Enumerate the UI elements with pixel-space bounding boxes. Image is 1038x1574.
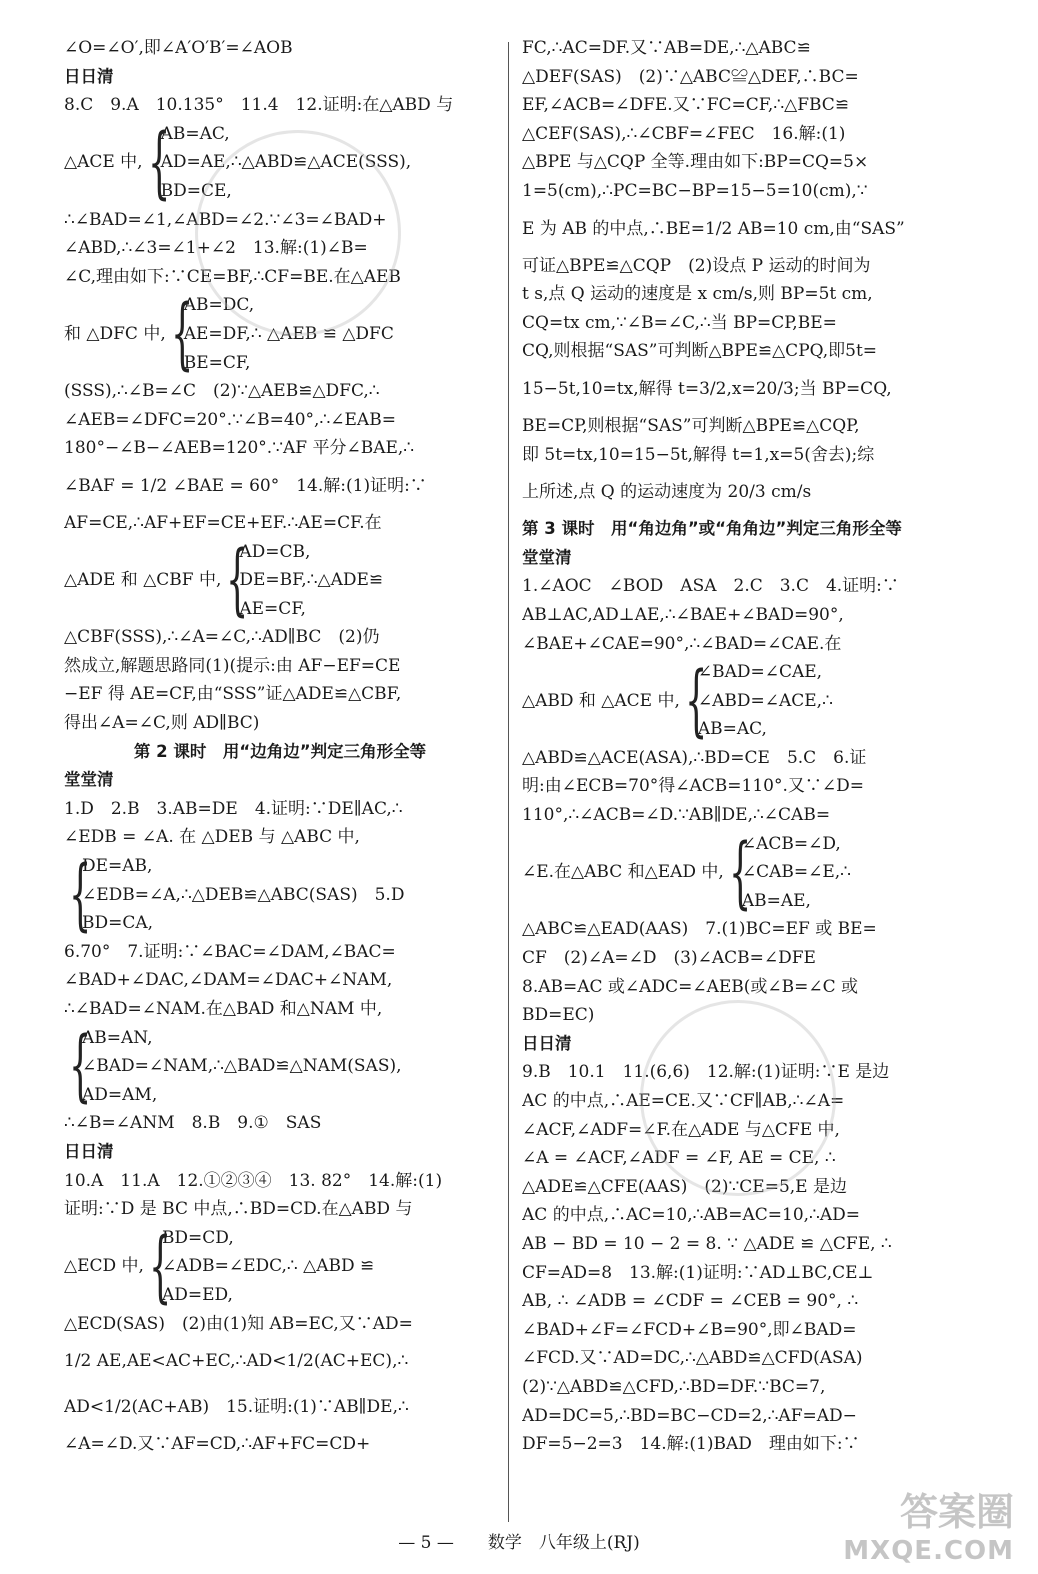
section-heading: 第 3 课时 用“角边角”或“角角边”判定三角形全等 [522,519,902,539]
system-line: ∠BAD=∠CAE, [697,662,823,683]
text-line: ∠BAD+∠F=∠FCD+∠B=90°,即∠BAD= [522,1319,857,1340]
text-line: AB⊥AC,AD⊥AE,∴∠BAE+∠BAD=90°, [522,604,844,625]
text-line: 8.AB=AC 或∠ADC=∠AEB(或∠B=∠C 或 [522,976,859,997]
system-line: AB=AC, [160,123,230,144]
section-heading: 日日清 [64,66,114,86]
brace-icon: { [68,1021,92,1112]
text-line: BD=EC) [522,1005,595,1026]
text-line: AC 的中点,∴AC=10,∴AB=AC=10,∴AD= [522,1205,861,1226]
text-line: AF=CE,∴AF+EF=CE+EF.∴AE=CF.在 [64,512,382,533]
section-heading: 第 2 课时 用“边角边”判定三角形全等 [133,741,427,761]
text-line: EF,∠ACB=∠DFE.又∵FC=CF,∴△FBC≌ [522,95,850,116]
text-line: ∠BAD+∠DAC,∠DAM=∠DAC+∠NAM, [64,970,393,991]
text-line: 得出∠A=∠C,则 AD∥BC) [64,713,260,734]
system-line: BD=CD, [161,1227,234,1248]
text-line: (SSS),∴∠B=∠C (2)∵△AEB≌△DFC,∴ [64,381,380,402]
equation-system [522,827,962,918]
text-line: ∠A = ∠ACF,∠ADF = ∠F, AE = CE, ∴ [522,1148,836,1169]
system-line: AD=AM, [82,1084,158,1105]
brace-icon: { [147,117,170,208]
system-line: AB=DC, [183,295,255,316]
system-prefix: △ACE 中, [64,152,143,173]
text-line: 8.C 9.A 10.135° 11.4 12.证明:在△ABD 与 [64,95,454,116]
text-line: △CEF(SAS),∴∠CBF=∠FEC 16.解:(1) [522,123,846,144]
system-line: AE=CF, [239,598,306,619]
text-line: 1=5(cm),∴PC=BC−BP=15−5=10(cm),∵ [522,180,868,201]
text-line: △ABC≌△EAD(AAS) 7.(1)BC=EF 或 BE= [522,919,877,940]
text-line: CQ=tx cm,∵∠B=∠C,∴当 BP=CP,BE= [522,312,837,333]
text-line: FC,∴AC=DF.又∵AB=DE,∴△ABC≌ [522,38,811,58]
section-heading: 堂堂清 [64,770,114,790]
brace-icon: { [68,849,92,940]
system-line: DE=BF,∴△ADE≌ [239,570,384,591]
text-line: AB − BD = 10 − 2 = 8. ∵ △ADE ≌ △CFE, ∴ [522,1233,892,1254]
text-line: △ECD(SAS) (2)由(1)知 AB=EC,又∵AD= [64,1313,413,1334]
system-line: ∠CAB=∠E,∴ [741,862,851,883]
text-line: ∠A=∠D.又∵AF=CD,∴AF+FC=CD+ [64,1434,371,1455]
system-line: DE=AB, [82,856,153,877]
text-line: t s,点 Q 运动的速度是 x cm/s,则 BP=5t cm, [522,284,873,305]
text-line: 15−5t,10=tx,解得 t=3/2,x=20/3;当 BP=CQ, [522,378,892,399]
text-line: 上所述,点 Q 的运动速度为 20/3 cm/s [522,482,812,503]
system-prefix: ∠E.在△ABC 和△EAD 中, [522,862,724,883]
system-line: AB=AC, [697,719,767,740]
right-column [522,34,962,1459]
equation-system [64,535,496,626]
text-line: ∠O=∠O′,即∠A′O′B′=∠AOB [64,38,293,58]
column-divider [508,42,509,1522]
text-line: DF=5−2=3 14.解:(1)BAD 理由如下:∵ [522,1434,860,1455]
text-line: 即 5t=tx,10=15−5t,解得 t=1,x=5(舍去);综 [522,444,875,465]
equation-system [64,1221,496,1312]
system-line: AD=ED, [161,1284,233,1305]
system-line: ∠ADB=∠EDC,∴ △ABD ≌ [161,1256,375,1277]
text-line: 证明:∵D 是 BC 中点,∴BD=CD.在△ABD 与 [64,1199,413,1220]
system-prefix: △ADE 和 △CBF 中, [64,570,222,591]
equation-system [64,1021,496,1112]
text-line: ∠C,理由如下:∵CE=BF,∴CF=BE.在△AEB [64,266,401,287]
section-heading: 日日清 [64,1141,114,1161]
text-line: ∠BAF = 1/2 ∠BAE = 60° 14.解:(1)证明:∵ [64,475,427,496]
text-line: △BPE 与△CQP 全等.理由如下:BP=CQ=5× [522,152,869,173]
text-line: 1.∠AOC ∠BOD ASA 2.C 3.C 4.证明:∵ [522,576,899,597]
text-line: AD<1/2(AC+AB) 15.证明:(1)∵AB∥DE,∴ [64,1397,409,1418]
text-line: CF=AD=8 13.解:(1)证明:∵AD⊥BC,CE⊥ [522,1262,874,1283]
text-line: 明:由∠ECB=70°得∠ACB=110°.又∵∠D= [522,776,864,797]
text-line: 6.70° 7.证明:∵∠BAC=∠DAM,∠BAC= [64,941,396,962]
text-line: CQ,则根据“SAS”可判断△BPE≌△CPQ,即5t= [522,341,878,362]
system-line: AB=AE, [741,890,811,911]
system-line: AD=AE,∴△ABD≌△ACE(SSS), [160,152,412,173]
equation-system [64,849,496,940]
text-line: ∠AEB=∠DFC=20°.∵∠B=40°,∴∠EAB= [64,409,396,430]
watermark-logo: 答案圈 MXQE.COM [843,1490,1014,1566]
text-line: ∠FCD.又∵AD=DC,∴△ABD≌△CFD(ASA) [522,1348,863,1369]
section-heading: 日日清 [522,1033,572,1053]
text-line: △ABD≌△ACE(ASA),∴BD=CE 5.C 6.证 [522,747,867,768]
text-line: ∠ACF,∠ADF=∠F.在△ADE 与△CFE 中, [522,1119,840,1140]
text-line: 可证△BPE≌△CQP (2)设点 P 运动的时间为 [522,255,871,276]
text-line: 10.A 11.A 12.①②③④ 13. 82° 14.解:(1) [64,1170,443,1191]
equation-system [522,655,962,746]
text-line: 110°,∴∠ACB=∠D.∵AB∥DE,∴∠CAB= [522,805,831,826]
brace-icon: { [226,535,249,626]
system-line: BD=CE, [160,180,232,201]
text-line: CF (2)∠A=∠D (3)∠ACB=∠DFE [522,948,816,969]
text-line: (2)∵△ABD≌△CFD,∴BD=DF.∵BC=7, [522,1376,826,1397]
text-line: △ADE≌△CFE(AAS) (2)∵CE=5,E 是边 [522,1176,847,1197]
text-line: 1.D 2.B 3.AB=DE 4.证明:∵DE∥AC,∴ [64,798,403,819]
text-line: 9.B 10.1 11.(6,6) 12.解:(1)证明:∵E 是边 [522,1062,890,1083]
text-line: ∴∠BAD=∠NAM.在△BAD 和△NAM 中, [64,999,383,1019]
system-line: AB=AN, [82,1027,153,1048]
text-line: ∠ABD,∴∠3=∠1+∠2 13.解:(1)∠B= [64,238,368,259]
brace-icon: { [728,827,752,918]
watermark-circle-right [640,1000,836,1196]
system-line: ∠EDB=∠A,∴△DEB≌△ABC(SAS) 5.D [82,884,405,905]
text-line: E 为 AB 的中点,∴BE=1/2 AB=10 cm,由“SAS” [522,218,905,239]
brace-icon: { [170,289,194,380]
system-line: ∠BAD=∠NAM,∴△BAD≌△NAM(SAS), [82,1056,402,1077]
text-line: AB, ∴ ∠ADB = ∠CDF = ∠CEB = 90°, ∴ [522,1291,859,1312]
system-line: AE=DF,∴ △AEB ≌ △DFC [183,323,394,344]
text-line: ∴∠BAD=∠1,∠ABD=∠2.∵∠3=∠BAD+ [64,209,387,230]
brace-icon: { [684,655,708,746]
text-line: AC 的中点,∴AE=CE.又∵CF∥AB,∴∠A= [522,1091,845,1111]
text-line: ∠EDB = ∠A. 在 △DEB 与 △ABC 中, [64,827,360,848]
text-line: △DEF(SAS) (2)∵△ABC≌△DEF,∴BC= [522,66,859,87]
text-line: 1/2 AE,AE<AC+EC,∴AD<1/2(AC+EC),∴ [64,1351,409,1372]
system-line: AD=CB, [239,541,311,562]
page-footer: — 5 — 数学 八年级上(RJ) [398,1533,640,1553]
text-line: 180°−∠B−∠AEB=120°.∵AF 平分∠BAE,∴ [64,438,415,459]
system-line: ∠ABD=∠ACE,∴ [697,690,833,711]
text-line: −EF 得 AE=CF,由“SSS”证△ADE≌△CBF, [64,684,402,705]
system-prefix: △ABD 和 △ACE 中, [522,690,680,711]
system-line: ∠ACB=∠D, [741,833,841,854]
section-heading: 堂堂清 [522,547,572,567]
text-line: ∠BAE+∠CAE=90°,∴∠BAD=∠CAE.在 [522,633,842,654]
text-line: ∴∠B=∠ANM 8.B 9.① SAS [64,1113,322,1134]
system-line: BE=CF, [183,352,251,373]
system-prefix: △ECD 中, [64,1256,144,1277]
system-line: BD=CA, [82,913,154,934]
text-line: 然成立,解题思路同(1)(提示:由 AF−EF=CE [64,655,401,676]
text-line: AD=DC=5,∴BD=BC−CD=2,∴AF=AD− [522,1405,857,1426]
text-line: BE=CP,则根据“SAS”可判断△BPE≌△CQP, [522,415,860,436]
brace-icon: { [148,1221,172,1312]
text-line: △CBF(SSS),∴∠A=∠C,∴AD∥BC (2)仍 [64,627,380,648]
system-prefix: 和 △DFC 中, [64,323,166,344]
watermark-circle-left [195,130,401,336]
